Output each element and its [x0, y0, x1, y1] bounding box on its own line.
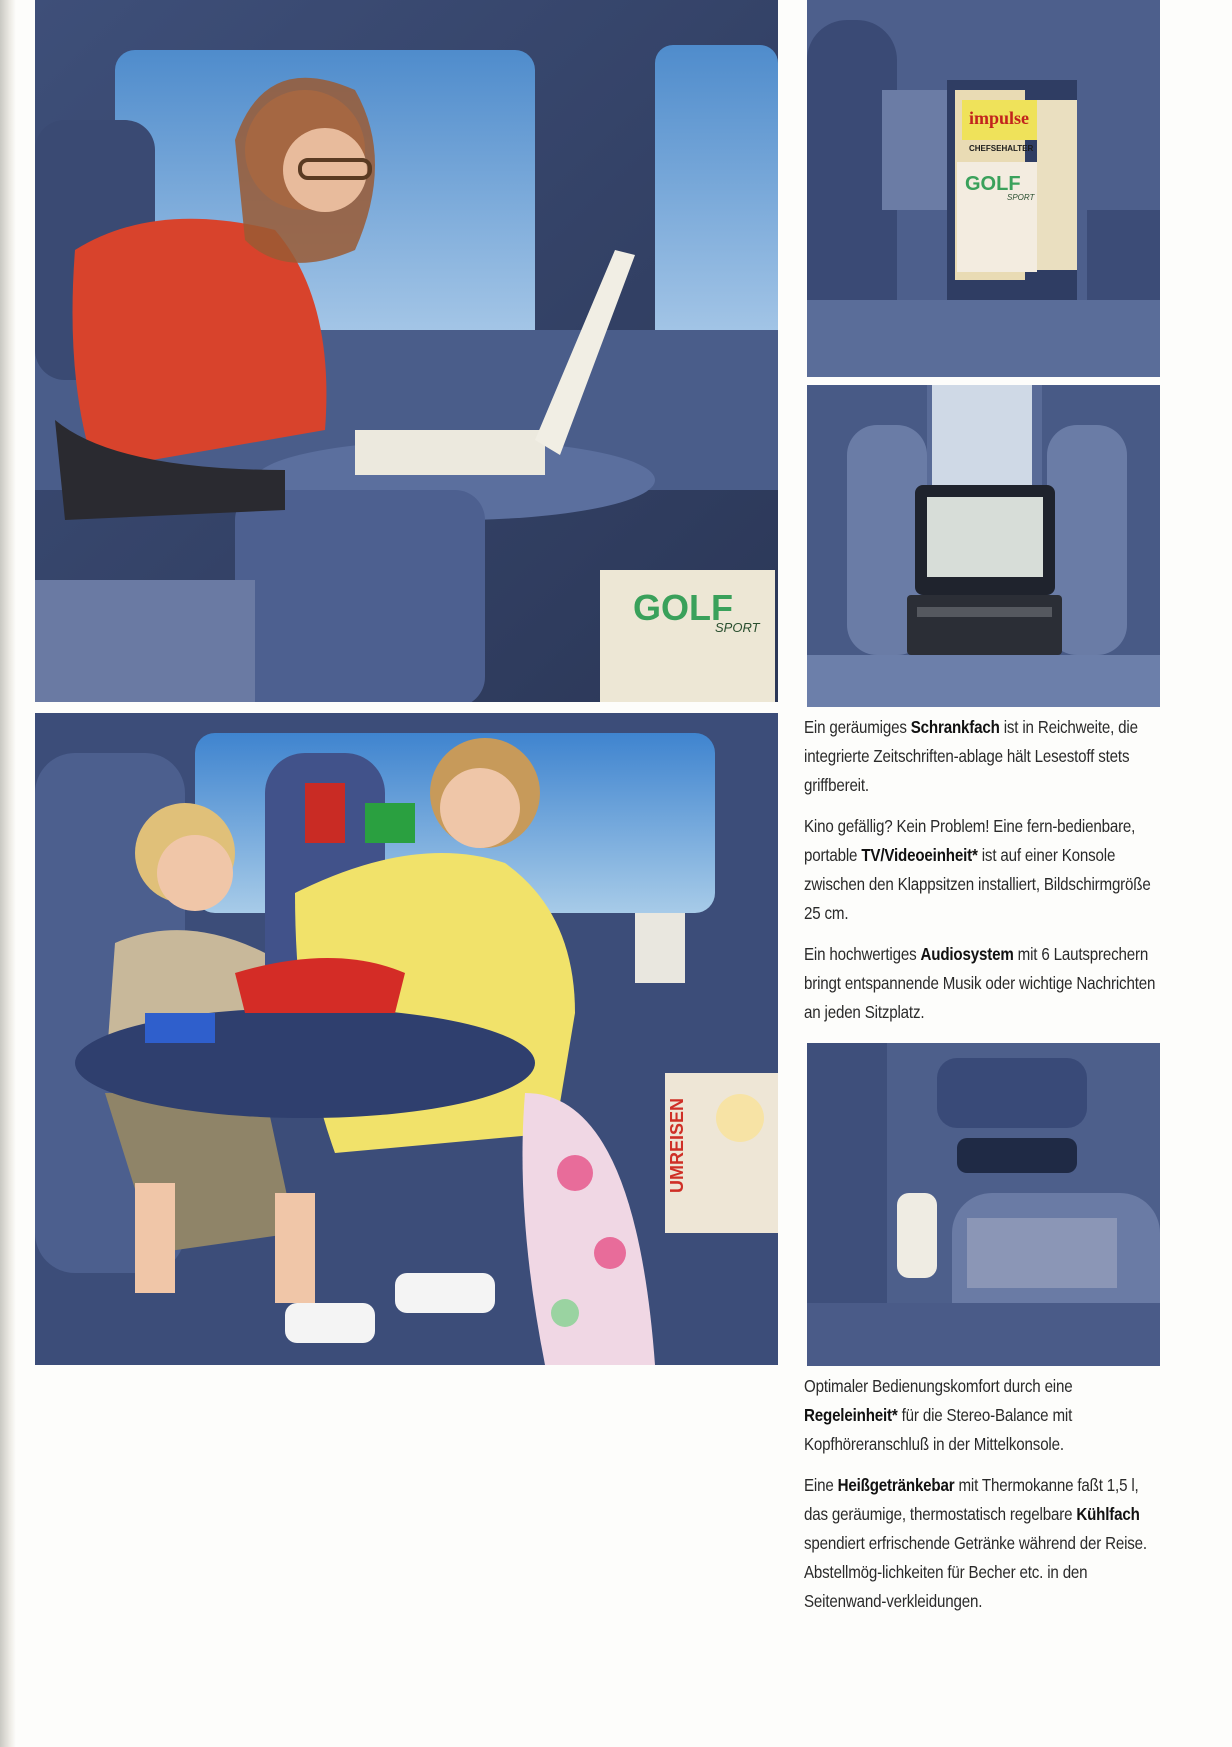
caption-text: spendiert erfrischende Getränke während der Reise. Abstellmög-lichkeiten für Becher etc. in den Seitenwand-verkleidungen. [804, 1533, 1147, 1611]
photo-center-console [807, 1043, 1160, 1366]
magazine-reisen-title: UMREISEN [667, 1097, 687, 1193]
caption-keyword: Audiosystem [920, 944, 1014, 964]
caption-text: Optimaler Bedienungskomfort durch eine [804, 1376, 1073, 1396]
caption-text: für die Stereo-Balance mit Kopfhöreranschluß in der Mittelkonsole. [804, 1405, 1073, 1454]
magazine-golf-rack-title: GOLF [965, 173, 1021, 195]
caption-text: ist auf einer Konsole zwischen den Klappsitzen installiert, Bildschirmgröße 25 cm. [804, 845, 1151, 923]
photo-woman-child [35, 713, 778, 1365]
caption-keyword: Regeleinheit* [804, 1405, 898, 1425]
caption-text: ist in Reichweite, die integrierte Zeitschriften-ablage hält Lesestoff stets griffbereit. [804, 717, 1138, 795]
magazine-golf-rack-subtitle: SPORT [1007, 193, 1035, 202]
caption-text: Eine [804, 1475, 838, 1495]
photo-woman-laptop [35, 0, 778, 707]
caption-keyword: Heißgetränkebar [837, 1475, 955, 1495]
magazine-golf-title: GOLF [633, 587, 733, 628]
caption-text: mit 6 Lautsprechern bringt entspannende Musik oder wichtige Nachrichten an jeden Sitzplatz. [804, 944, 1156, 1022]
caption-keyword: TV/Videoeinheit* [861, 845, 978, 865]
magazine-impulse-title: impulse [969, 108, 1030, 128]
photo-tv-video-unit [807, 385, 1160, 707]
caption-text: Kino gefällig? Kein Problem! Eine fern-bedienbare, portable [804, 816, 1136, 865]
magazine-chef-headline: CHEFSEHALTER [969, 144, 1034, 153]
caption-regeleinheit [804, 1372, 1165, 1459]
page-edge-shadow [0, 0, 16, 1747]
captions-bottom [804, 1372, 1147, 1628]
captions-top [804, 713, 1156, 1039]
caption-tv-video [804, 812, 1165, 928]
photo-magazine-rack [807, 0, 1160, 377]
caption-keyword: Schrankfach [910, 717, 1000, 737]
caption-text: Ein hochwertiges [804, 944, 921, 964]
magazine-golf-subtitle: SPORT [715, 620, 760, 635]
caption-text: Ein geräumiges [804, 717, 911, 737]
caption-audiosystem [804, 940, 1165, 1027]
caption-keyword: Kühlfach [1076, 1504, 1140, 1524]
caption-text: mit Thermokanne faßt 1,5 l, das geräumige, thermostatisch regelbare [804, 1475, 1139, 1524]
caption-heissgetraenkebar [804, 1471, 1165, 1616]
caption-schrankfach [804, 713, 1165, 800]
